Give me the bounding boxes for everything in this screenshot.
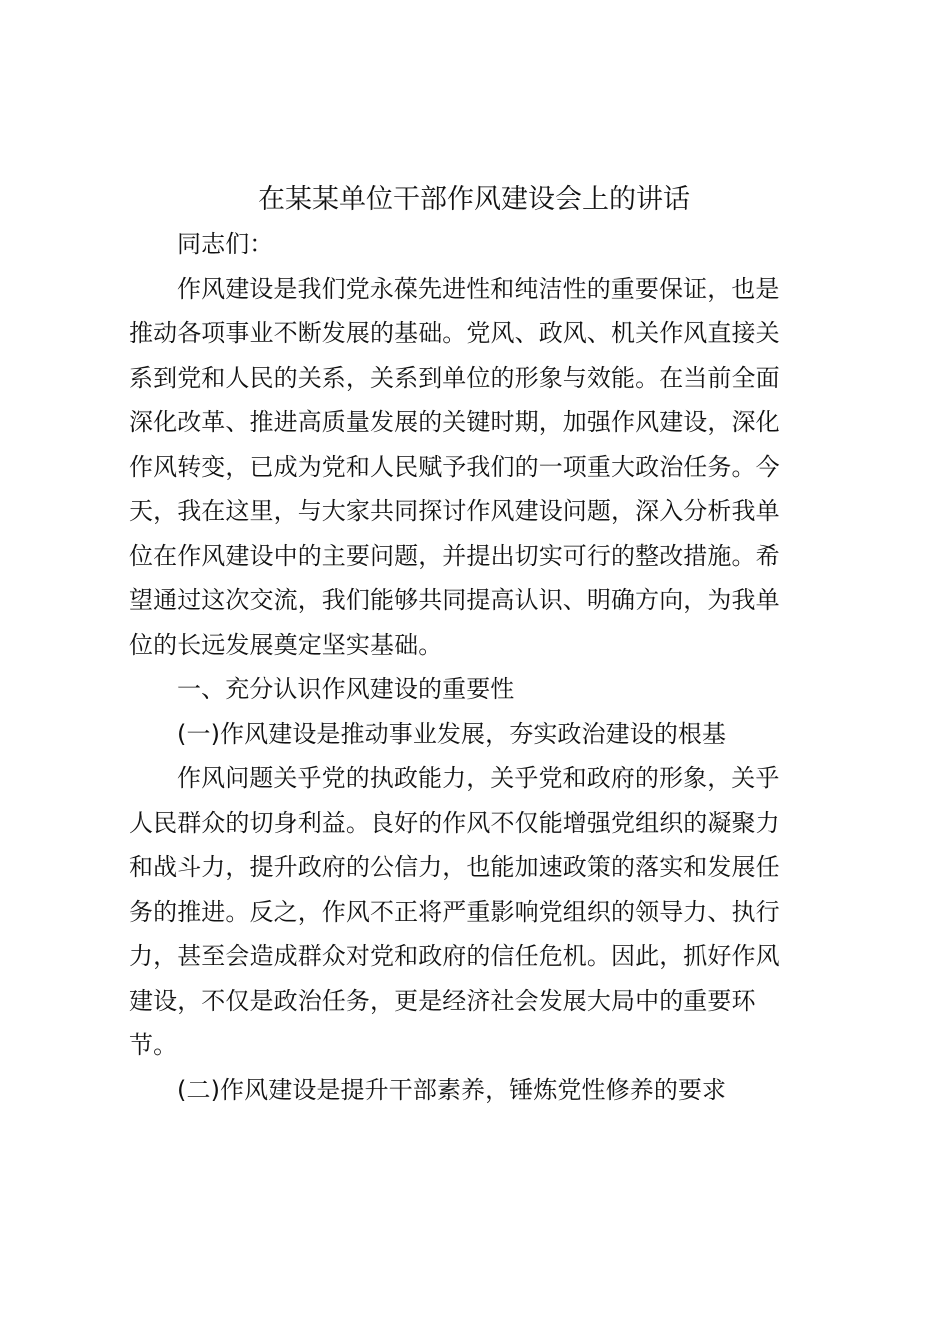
section-heading: 一、充分认识作风建设的重要性 [177, 675, 515, 703]
paragraph-line: 推动各项事业不断发展的基础。党风、政风、机关作风直接关 [129, 319, 780, 347]
paragraph-line: 位在作风建设中的主要问题，并提出切实可行的整改措施。希 [129, 541, 780, 570]
paragraph-line: 人民群众的切身利益。良好的作风不仅能增强党组织的凝聚力 [129, 808, 780, 837]
subsection-heading: (一)作风建设是推动事业发展，夯实政治建设的根基 [177, 719, 727, 748]
salutation: 同志们： [177, 230, 274, 258]
document-title: 在某某单位干部作风建设会上的讲话 [258, 184, 690, 215]
paragraph-line: 位的长远发展奠定坚实基础。 [129, 630, 443, 659]
paragraph-line: 深化改革、推进高质量发展的关键时期，加强作风建设，深化 [129, 408, 780, 436]
paragraph-line: 天，我在这里，与大家共同探讨作风建设问题，深入分析我单 [129, 497, 780, 525]
paragraph-line: 务的推进。反之，作风不正将严重影响党组织的领导力、执行 [129, 897, 780, 926]
paragraph-line: 系到党和人民的关系，关系到单位的形象与效能。在当前全面 [129, 363, 780, 392]
subsection-heading: (二)作风建设是提升干部素养，锤炼党性修养的要求 [177, 1075, 727, 1104]
intro-paragraph [129, 267, 819, 668]
paragraph-line: 建设，不仅是政治任务，更是经济社会发展大局中的重要环 [129, 986, 756, 1015]
paragraph-line: 作风建设是我们党永葆先进性和纯洁性的重要保证，也是 [177, 274, 780, 303]
paragraph-line: 作风问题关乎党的执政能力，关乎党和政府的形象，关乎 [177, 764, 780, 792]
paragraph-line: 望通过这次交流，我们能够共同提高认识、明确方向，为我单 [129, 586, 780, 614]
document-page [129, 178, 819, 1112]
paragraph-line: 节。 [129, 1031, 178, 1059]
paragraph-line: 力，甚至会造成群众对党和政府的信任危机。因此，抓好作风 [129, 942, 780, 970]
subsection-paragraph [129, 756, 819, 1068]
paragraph-line: 和战斗力，提升政府的公信力，也能加速政策的落实和发展任 [129, 853, 780, 881]
paragraph-line: 作风转变，已成为党和人民赋予我们的一项重大政治任务。今 [129, 452, 780, 481]
